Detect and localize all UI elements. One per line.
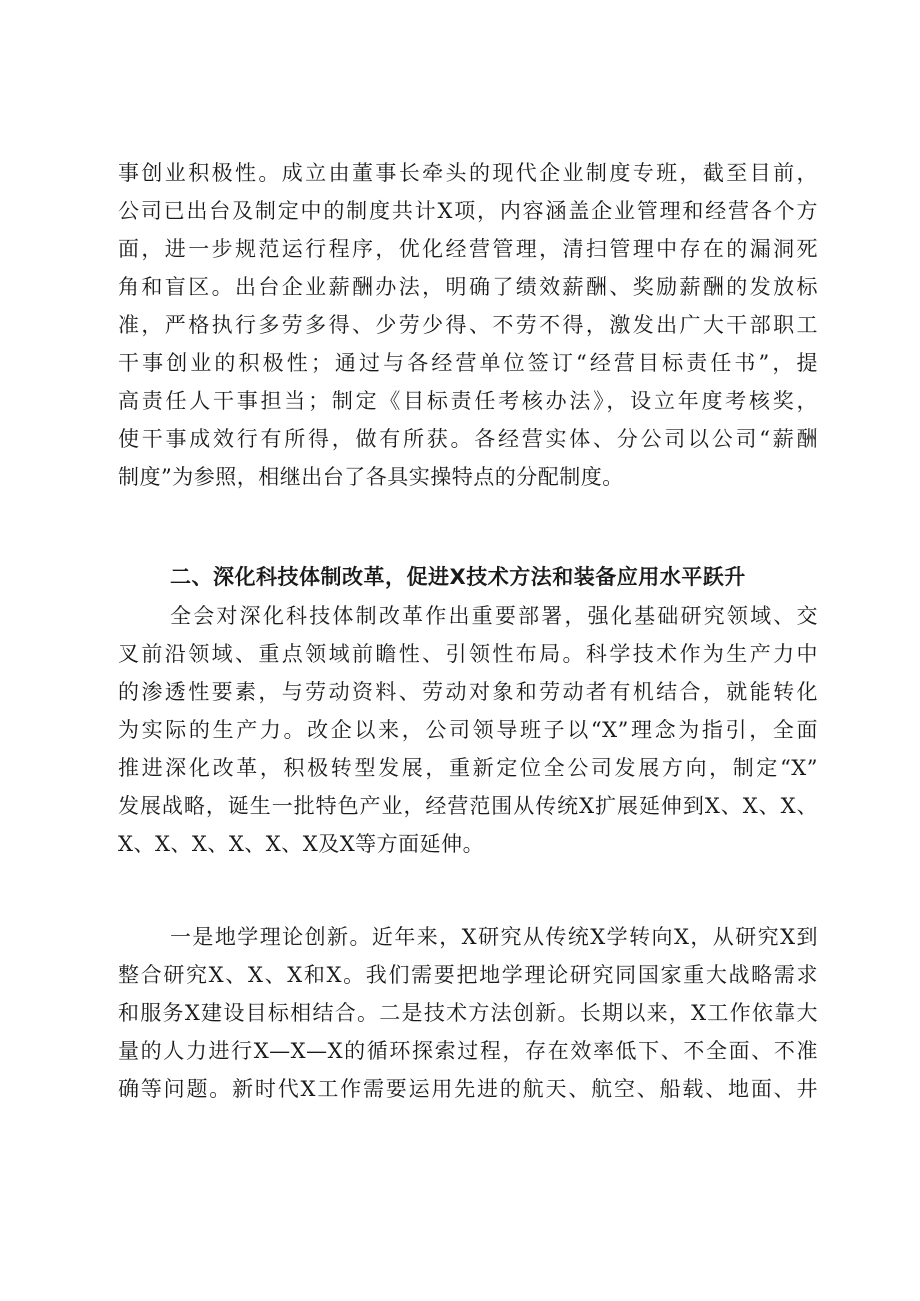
paragraph-line: 使干事成效行有所得，做有所获。各经营实体、分公司以公司“薪酬	[118, 427, 818, 451]
paragraph-line: 确等问题。新时代X工作需要运用先进的航天、航空、船载、地面、井	[118, 1077, 818, 1101]
section-heading: 二、深化科技体制改革，促进X技术方法和装备应用水平跃升	[170, 565, 746, 589]
paragraph-line: 高责任人干事担当；制定《目标责任考核办法》，设立年度考核奖，	[118, 389, 818, 413]
paragraph-line: 发展战略，诞生一批特色产业，经营范围从传统X扩展延伸到X、X、X、	[118, 794, 818, 818]
paragraph-line: X、X、X、X、X、X及X等方面延伸。	[118, 832, 485, 856]
paragraph-line: 的渗透性要素，与劳动资料、劳动对象和劳动者有机结合，就能转化	[118, 680, 818, 704]
paragraph-line: 推进深化改革，积极转型发展，重新定位全公司发展方向，制定“X”	[118, 756, 818, 780]
paragraph-line: 角和盲区。出台企业薪酬办法，明确了绩效薪酬、奖励薪酬的发放标	[118, 275, 818, 299]
paragraph-line: 事创业积极性。成立由董事长牵头的现代企业制度专班，截至目前，	[118, 161, 818, 185]
paragraph-line: 叉前沿领域、重点领域前瞻性、引领性布局。科学技术作为生产力中	[118, 642, 818, 666]
paragraph-line: 面，进一步规范运行程序，优化经营管理，清扫管理中存在的漏洞死	[118, 237, 818, 261]
paragraph-line: 干事创业的积极性；通过与各经营单位签订“经营目标责任书”，提	[118, 351, 818, 375]
paragraph-line: 量的人力进行X—X—X的循环探索过程，存在效率低下、不全面、不准	[118, 1039, 818, 1063]
paragraph-line: 为实际的生产力。改企以来，公司领导班子以“X”理念为指引，全面	[118, 718, 818, 742]
paragraph-line: 全会对深化科技体制改革作出重要部署，强化基础研究领域、交	[170, 604, 818, 628]
paragraph-line: 准，严格执行多劳多得、少劳少得、不劳不得，激发出广大干部职工	[118, 313, 818, 337]
paragraph-line: 和服务X建设目标相结合。二是技术方法创新。长期以来，X工作依靠大	[118, 1001, 818, 1025]
paragraph-line: 制度”为参照，相继出台了各具实操特点的分配制度。	[118, 465, 624, 489]
paragraph-line: 整合研究X、X、X和X。我们需要把地学理论研究同国家重大战略需求	[118, 963, 818, 987]
paragraph-line: 公司已出台及制定中的制度共计X项，内容涵盖企业管理和经营各个方	[118, 199, 818, 223]
paragraph-line: 一是地学理论创新。近年来，X研究从传统X学转向X，从研究X到	[170, 925, 818, 949]
